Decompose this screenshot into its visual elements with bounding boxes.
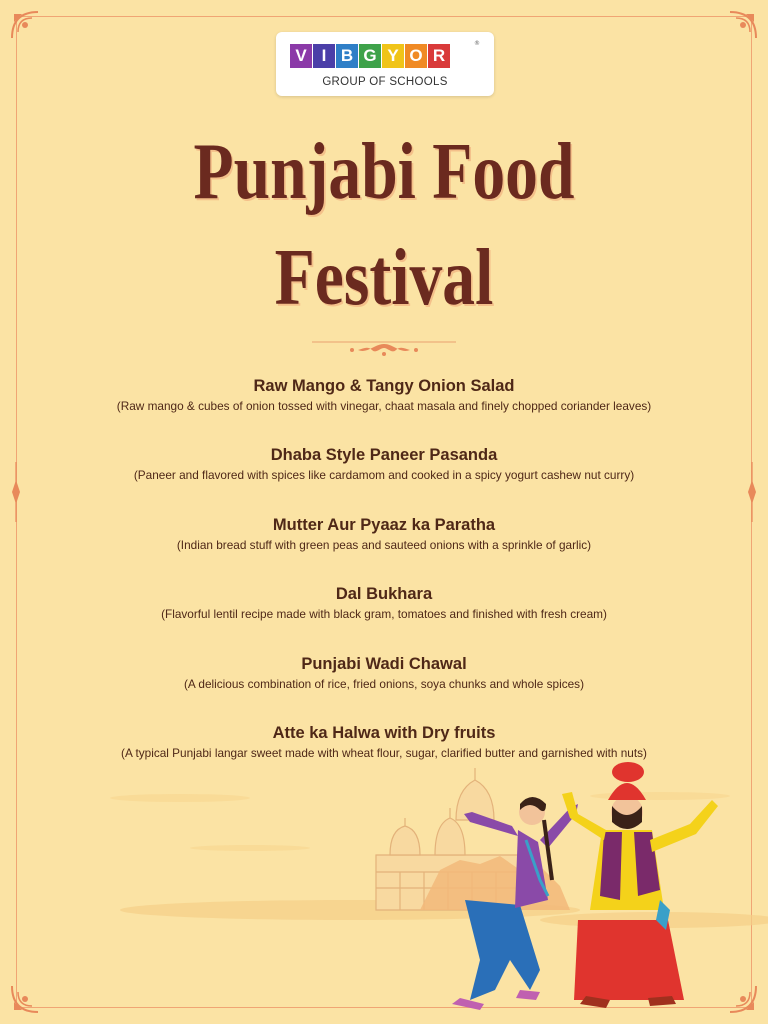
logo-letter: R (428, 44, 450, 68)
menu-item (0, 584, 768, 622)
menu-item (0, 654, 768, 692)
logo-letters (290, 44, 450, 68)
menu-item-description: (Paneer and flavored with spices like cardamom and cooked in a spicy yogurt cashew nut curry) (133, 468, 635, 482)
menu-item-description: (Indian bread stuff with green peas and sauteed onions with a sprinkle of garlic) (176, 538, 592, 552)
title-divider-ornament (312, 336, 456, 360)
registered-mark: ® (474, 40, 480, 47)
menu-item-description: (Raw mango & cubes of onion tossed with vinegar, chaat masala and finely chopped coriander leaves) (116, 399, 652, 413)
menu-item-name: Mutter Aur Pyaaz ka Paratha (272, 516, 496, 534)
menu-item-name: Punjabi Wadi Chawal (301, 655, 467, 673)
menu-item-description: (A typical Punjabi langar sweet made with wheat flour, sugar, clarified butter and garnished with nuts) (121, 746, 647, 760)
corner-ornament-top-right (726, 8, 760, 42)
corner-ornament-bottom-left (8, 982, 42, 1016)
menu-item (0, 376, 768, 414)
page-title-line1: Punjabi Food (193, 128, 575, 216)
logo-letter: V (290, 44, 312, 68)
menu-item (0, 445, 768, 483)
menu-item-name: Dal Bukhara (335, 585, 433, 603)
menu-item-name: Raw Mango & Tangy Onion Salad (253, 377, 515, 395)
menu-item-name: Atte ka Halwa with Dry fruits (272, 724, 496, 742)
bhangra-dancers-illustration (100, 760, 768, 1024)
menu-item-description: (Flavorful lentil recipe made with black gram, tomatoes and finished with fresh cream) (161, 607, 607, 621)
logo-letter: B (336, 44, 358, 68)
logo-letter: I (313, 44, 335, 68)
menu-item (0, 723, 768, 761)
vibgyor-logo (276, 32, 494, 96)
menu-item (0, 515, 768, 553)
corner-ornament-top-left (8, 8, 42, 42)
menu-item-name: Dhaba Style Paneer Pasanda (270, 446, 498, 464)
menu-item-description: (A delicious combination of rice, fried onions, soya chunks and whole spices) (184, 677, 584, 691)
logo-letter: O (405, 44, 427, 68)
logo-subtitle: GROUP OF SCHOOLS (322, 76, 448, 88)
logo-letter: G (359, 44, 381, 68)
page-title-line2: Festival (274, 234, 494, 322)
logo-letter: Y (382, 44, 404, 68)
